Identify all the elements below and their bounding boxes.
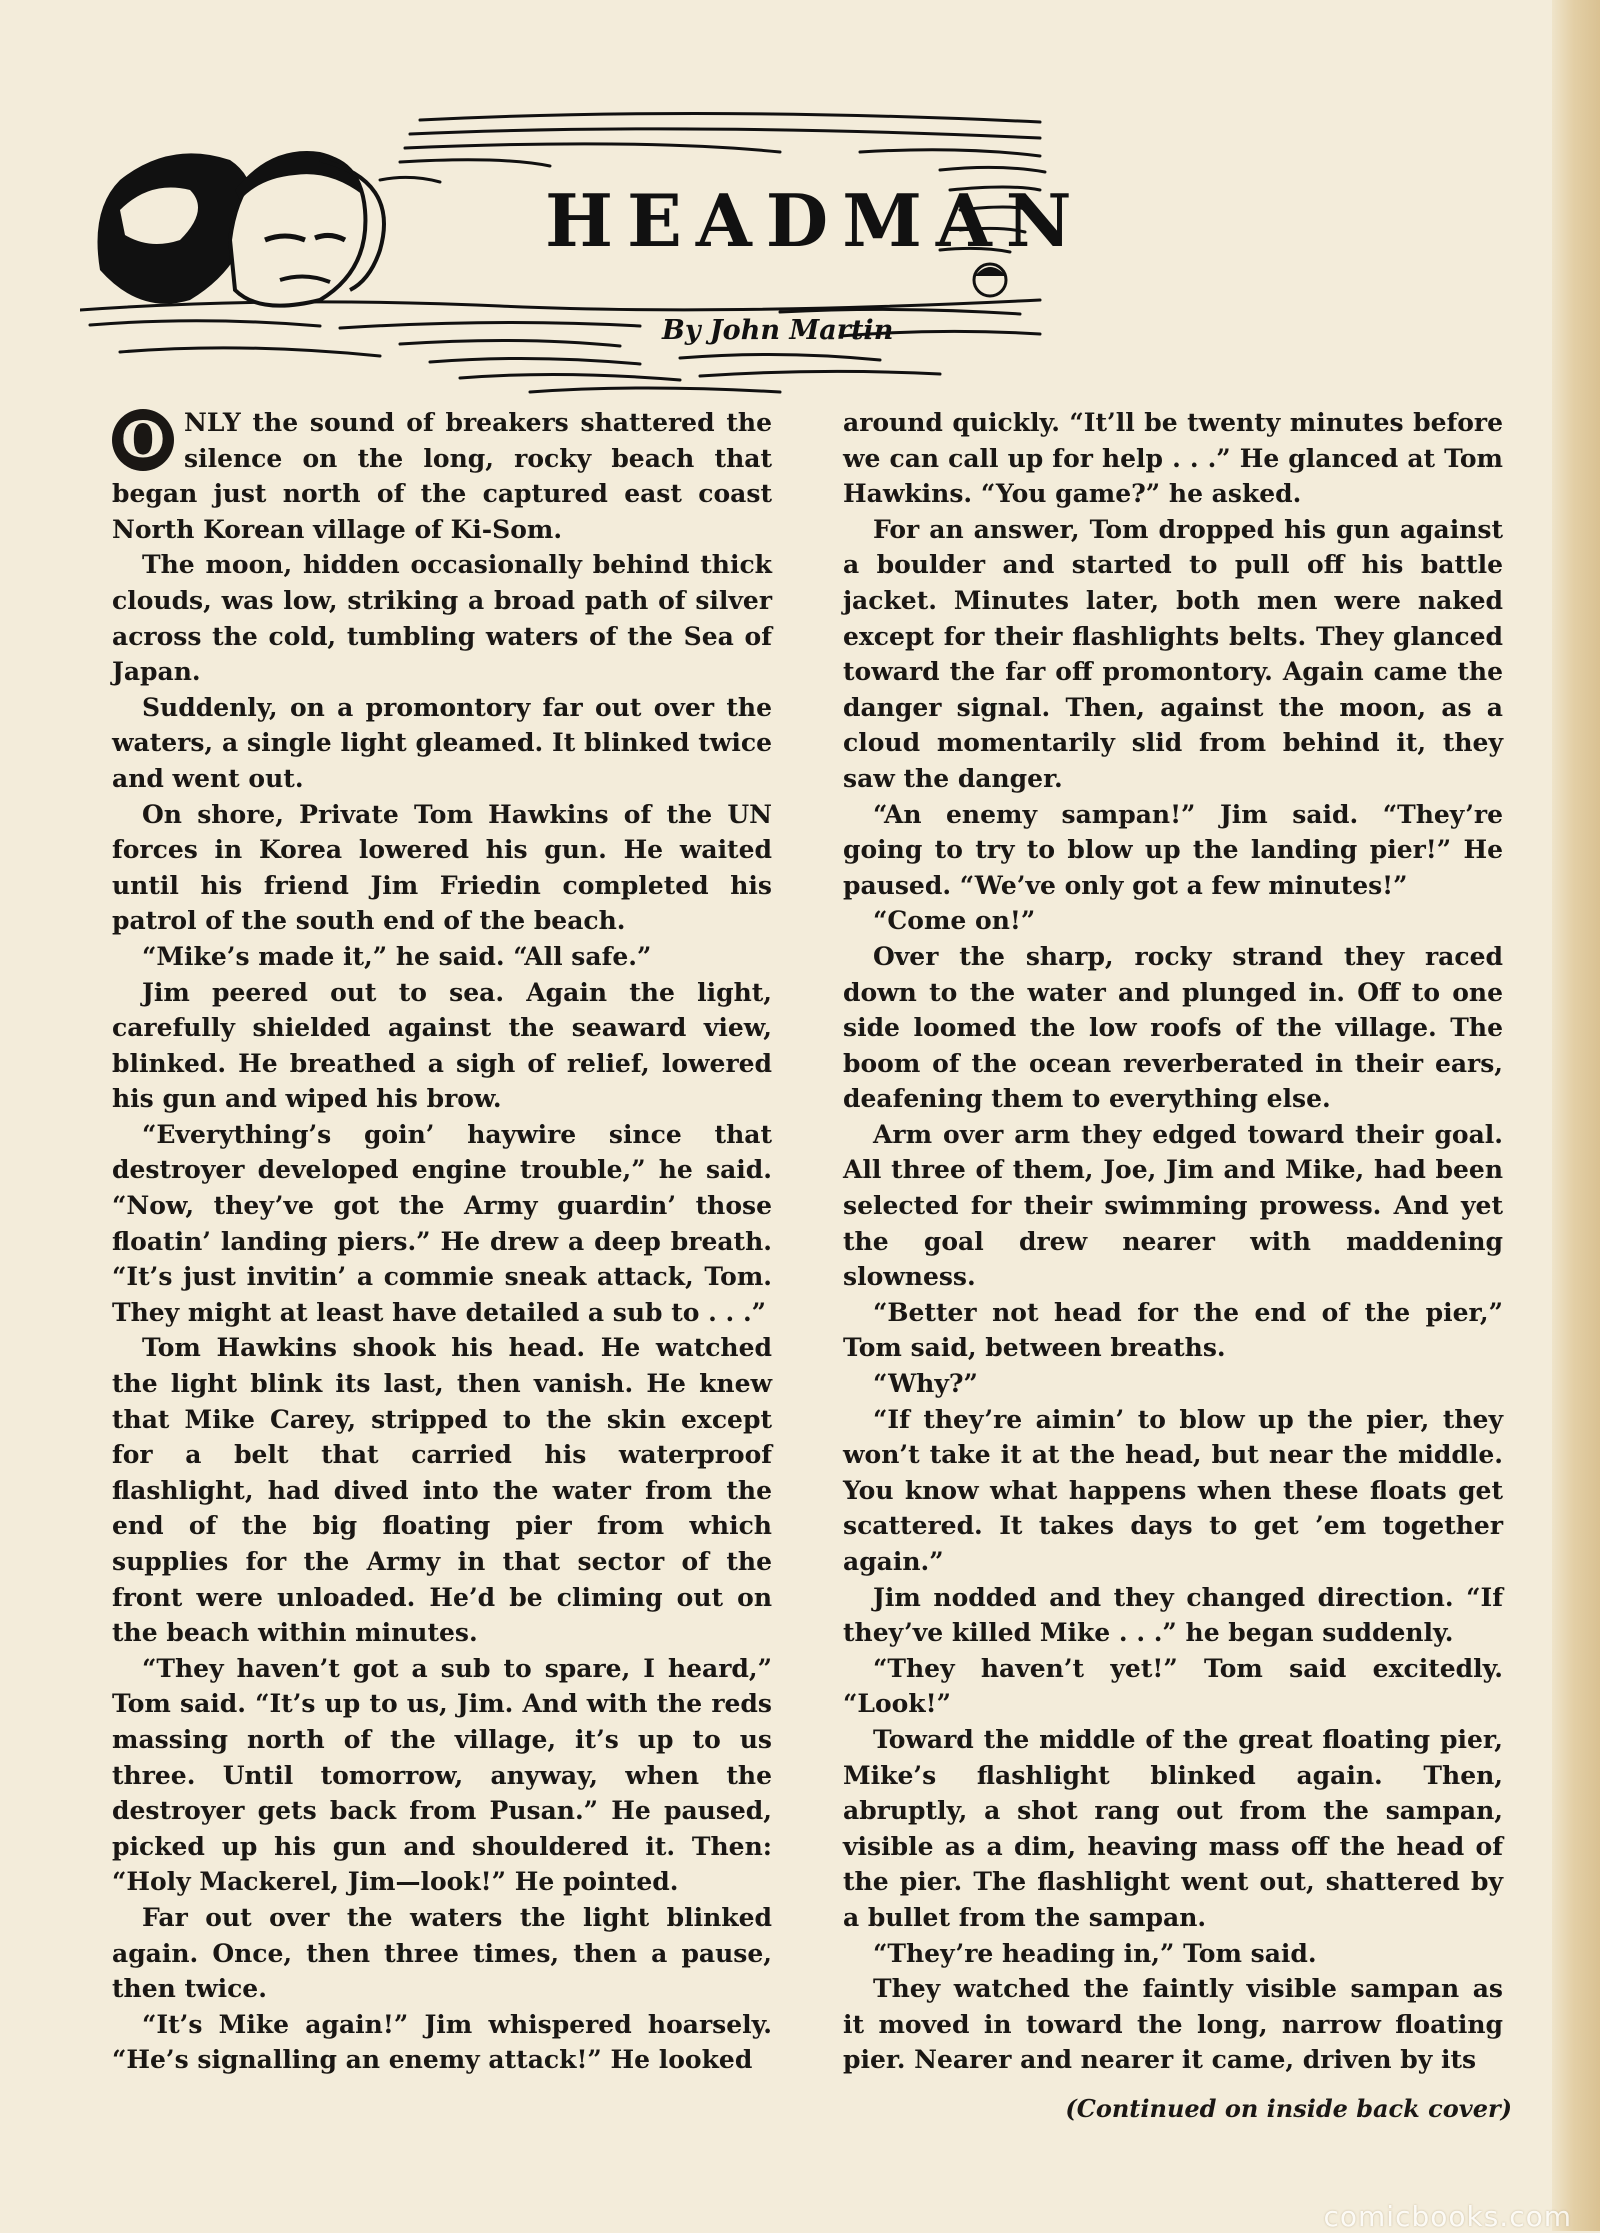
water-line xyxy=(680,354,880,360)
paragraph: Arm over arm they edged toward their goal. All three of them, Joe, Jim and Mike, had been selected for their swimming prowess. And yet the goal drew nearer with maddening slowness. xyxy=(843,1119,1503,1292)
sky-streak xyxy=(420,113,1040,122)
sky-streak xyxy=(400,160,550,166)
paragraph: “They haven’t yet!” Tom said excitedly. “Look!” xyxy=(843,1653,1503,1719)
sky-streak xyxy=(380,177,440,182)
paragraph: Jim peered out to sea. Again the light, carefully shielded against the seaward view, blinked. He breathed a sigh of relief, lowered his gun and wiped his brow. xyxy=(112,977,772,1114)
continued-note: (Continued on inside back cover) xyxy=(1065,2094,1512,2123)
story-title: HEADMAN xyxy=(545,178,1086,263)
drop-cap: O xyxy=(112,409,174,471)
sky-streak xyxy=(410,129,1040,138)
paragraph: Toward the middle of the great floating pier, Mike’s flashlight blinked again. Then, abruptly, a shot rang out from the sampan, visible as a dim, heaving mass off the head of the pier. The flashlight went out, shattered by a bullet from the sampan. xyxy=(843,1724,1503,1932)
water-line xyxy=(340,322,640,328)
water-line xyxy=(90,321,320,326)
paragraph: Tom Hawkins shook his head. He watched the light blink its last, then vanish. He knew that Mike Carey, stripped to the skin except for a belt that carried his waterproof flashlight, had dived into the water from the end of the big floating pier from which supplies for the Army in that sector of the front were unloaded. He’d be climing out on the beach within minutes. xyxy=(112,1333,772,1648)
watermark: comicbooks.com xyxy=(1323,2200,1572,2233)
water-line xyxy=(700,371,940,376)
paragraph: “Why?” xyxy=(873,1369,978,1399)
paragraph: “Everything’s goin’ haywire since that destroyer developed engine trouble,” he said. “Now, they’ve got the Army guardin’ those floatin’ landing piers.” He drew a deep breath. “It’s just invitin’ a commie sneak attack, Tom. They might at least have detailed a sub to . . .” xyxy=(112,1119,772,1327)
paragraph: The moon, hidden occasionally behind thick clouds, was low, striking a broad path of silver across the cold, tumbling waters of the Sea of Japan. xyxy=(112,550,772,687)
right-column xyxy=(843,405,1503,2078)
paragraph: Over the sharp, rocky strand they raced down to the water and plunged in. Off to one side loomed the low roofs of the village. The boom of the ocean reverberated in their ears, deafening them to everything else. xyxy=(843,941,1503,1114)
paragraph: “They haven’t got a sub to spare, I heard,” Tom said. “It’s up to us, Jim. And with the reds massing north of the village, it’s up to us three. Until tomorrow, anyway, when the destroyer gets back from Pusan.” He paused, picked up his gun and shouldered it. Then: “Holy Mackerel, Jim—look!” He pointed. xyxy=(112,1653,772,1897)
paragraph: Suddenly, on a promontory far out over the waters, a single light gleamed. It blinked twice and went out. xyxy=(112,692,772,793)
paragraph: “Mike’s made it,” he said. “All safe.” xyxy=(142,941,652,971)
water-line xyxy=(120,348,380,356)
sky-streak xyxy=(405,144,780,152)
water-line xyxy=(400,340,620,346)
byline: By John Martin xyxy=(662,315,894,346)
paragraph: For an answer, Tom dropped his gun against a boulder and started to pull off his battle jacket. Minutes later, both men were naked except for their flashlights belts. They glanced toward the far off promontory. Again came the danger signal. Then, against the moon, as a cloud momentarily slid from behind it, they saw the danger. xyxy=(843,514,1503,793)
paragraph: “If they’re aimin’ to blow up the pier, they won’t take it at the head, but near the middle. You know what happens when these floats get scattered. It takes days to get ’em together again.” xyxy=(843,1404,1503,1576)
paragraph: Jim nodded and they changed direction. “If they’ve killed Mike . . .” he began suddenly. xyxy=(843,1582,1503,1648)
paragraph: They watched the faintly visible sampan as it moved in toward the long, narrow floating pier. Nearer and nearer it came, driven by its xyxy=(843,1974,1503,2075)
paragraph: “Better not head for the end of the pier,” Tom said, between breaths. xyxy=(843,1297,1503,1363)
water-line xyxy=(530,388,780,392)
paragraph: “Come on!” xyxy=(873,906,1036,936)
paragraph: around quickly. “It’ll be twenty minutes before we can call up for help . . .” He glanced at Tom Hawkins. “You game?” he asked. xyxy=(843,408,1503,509)
page-edge xyxy=(1552,0,1600,2231)
paragraph: “An enemy sampan!” Jim said. “They’re going to try to blow up the landing pier!” He paused. “We’ve only got a few minutes!” xyxy=(843,799,1503,900)
swimmer-head-small xyxy=(974,264,1006,296)
water-line xyxy=(430,358,640,364)
sky-streak xyxy=(940,167,1045,172)
water-line xyxy=(780,309,1020,314)
water-line xyxy=(460,374,680,380)
paragraph: O NLY the sound of breakers shattered the silence on the long, rocky beach that began just north of the captured east coast North Korean village of Ki-Som. xyxy=(112,408,772,544)
sky-streak xyxy=(860,150,1040,156)
left-column xyxy=(112,405,772,2078)
paragraph: “It’s Mike again!” Jim whispered hoarsely. “He’s signalling an enemy attack!” He looked xyxy=(112,2009,772,2075)
paragraph: “They’re heading in,” Tom said. xyxy=(873,1938,1317,1968)
swimmer-head-large xyxy=(230,151,384,306)
paragraph: On shore, Private Tom Hawkins of the UN forces in Korea lowered his gun. He waited until his friend Jim Friedin completed his patrol of the south end of the beach. xyxy=(112,799,772,936)
paragraph: Far out over the waters the light blinked again. Once, then three times, then a pause, then twice. xyxy=(112,1902,772,2004)
